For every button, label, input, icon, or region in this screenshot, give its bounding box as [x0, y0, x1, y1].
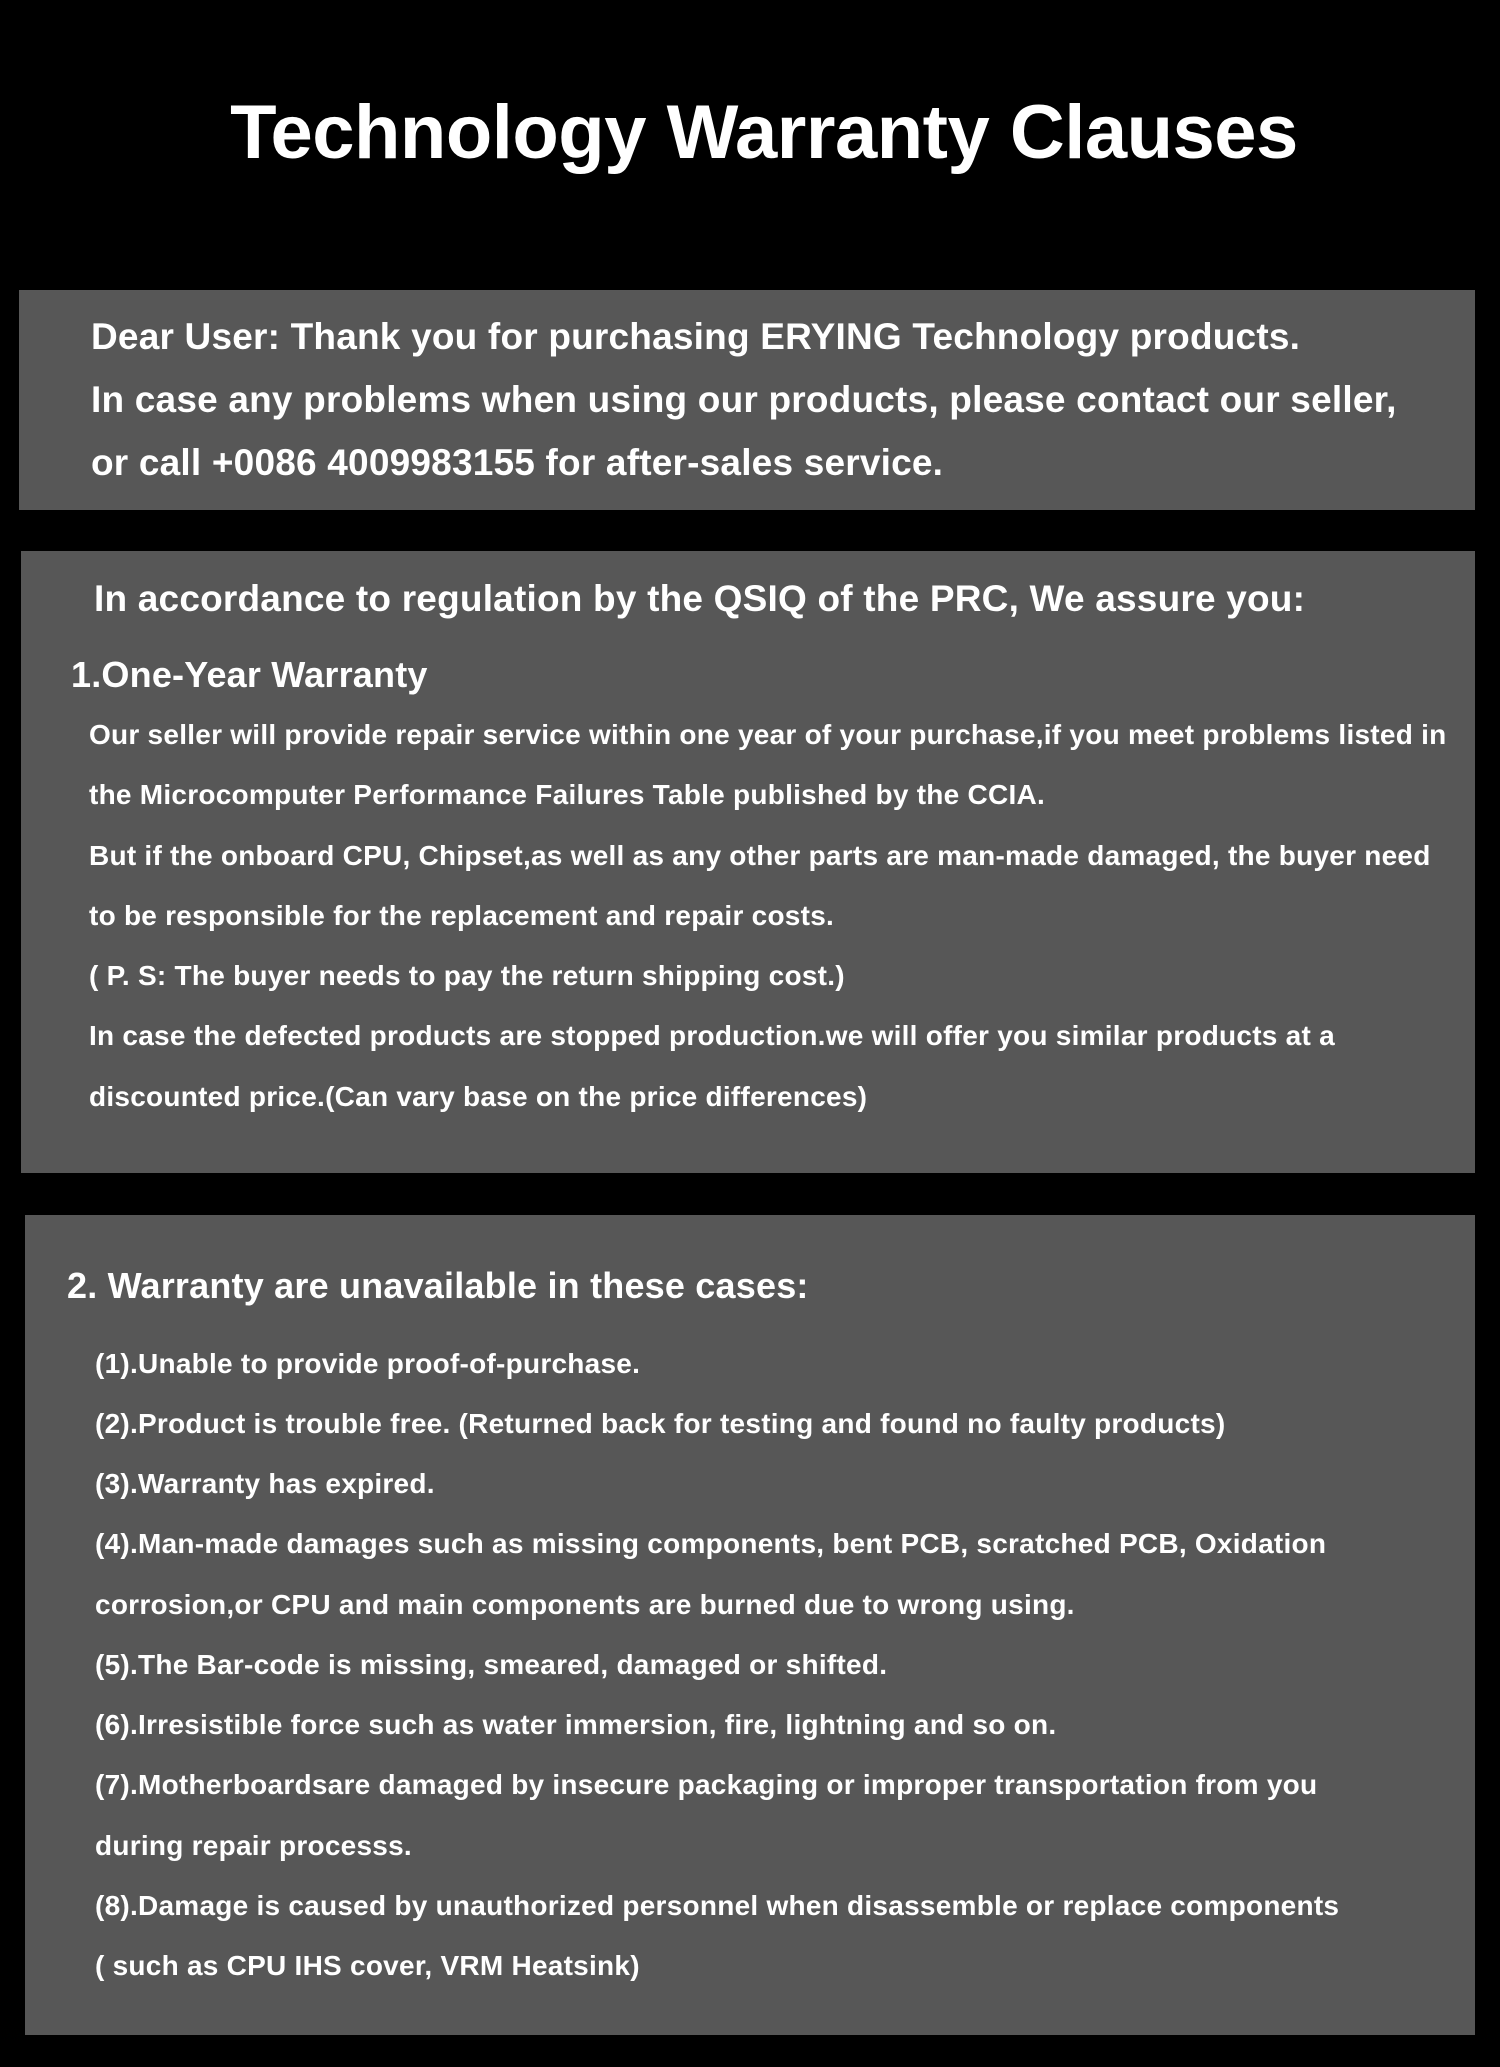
intro-panel [19, 290, 1475, 510]
intro-phone-line: or call +0086 4009983155 for after-sales service. [91, 442, 944, 483]
exclusion-item: (7).Motherboardsare damaged by insecure packaging or improper transportation from you [95, 1769, 1318, 1800]
assurance-text-line: the Microcomputer Performance Failures Table published by the CCIA. [89, 779, 1045, 810]
exclusion-item: (6).Irresistible force such as water immersion, fire, lightning and so on. [95, 1709, 1057, 1740]
assurance-panel [21, 551, 1475, 1173]
exclusion-item: corrosion,or CPU and main components are burned due to wrong using. [95, 1589, 1075, 1620]
exclusion-item: (8).Damage is caused by unauthorized personnel when disassemble or replace components [95, 1890, 1340, 1921]
exclusions-title: 2. Warranty are unavailable in these cases: [67, 1265, 809, 1306]
exclusion-item: (4).Man-made damages such as missing components, bent PCB, scratched PCB, Oxidation [95, 1528, 1327, 1559]
exclusion-item: (5).The Bar-code is missing, smeared, damaged or shifted. [95, 1649, 888, 1680]
one-year-warranty-title: 1.One-Year Warranty [71, 654, 428, 695]
intro-contact-line: In case any problems when using our products, please contact our seller, [91, 379, 1397, 420]
page-title: Technology Warranty Clauses [230, 90, 1298, 175]
assurance-text-line: to be responsible for the replacement and repair costs. [89, 900, 835, 931]
assurance-text-line: In case the defected products are stopped production.we will offer you similar products at a [89, 1020, 1335, 1051]
exclusions-panel [25, 1215, 1475, 2035]
exclusion-item: during repair processs. [95, 1830, 412, 1861]
intro-greeting-line: Dear User: Thank you for purchasing ERYING Technology products. [91, 316, 1301, 357]
assurance-heading: In accordance to regulation by the QSIQ of the PRC, We assure you: [94, 578, 1306, 619]
exclusion-item: (2).Product is trouble free. (Returned back for testing and found no faulty products) [95, 1408, 1226, 1439]
assurance-text-line: ( P. S: The buyer needs to pay the return shipping cost.) [89, 960, 845, 991]
assurance-text-line: But if the onboard CPU, Chipset,as well as any other parts are man-made damaged, the buyer need [89, 840, 1431, 871]
exclusion-item: (3).Warranty has expired. [95, 1468, 435, 1499]
assurance-text-line: discounted price.(Can vary base on the price differences) [89, 1081, 868, 1112]
assurance-text-line: Our seller will provide repair service within one year of your purchase,if you meet problems listed in [89, 719, 1447, 750]
exclusion-item: ( such as CPU IHS cover, VRM Heatsink) [95, 1950, 640, 1981]
exclusion-item: (1).Unable to provide proof-of-purchase. [95, 1348, 641, 1379]
